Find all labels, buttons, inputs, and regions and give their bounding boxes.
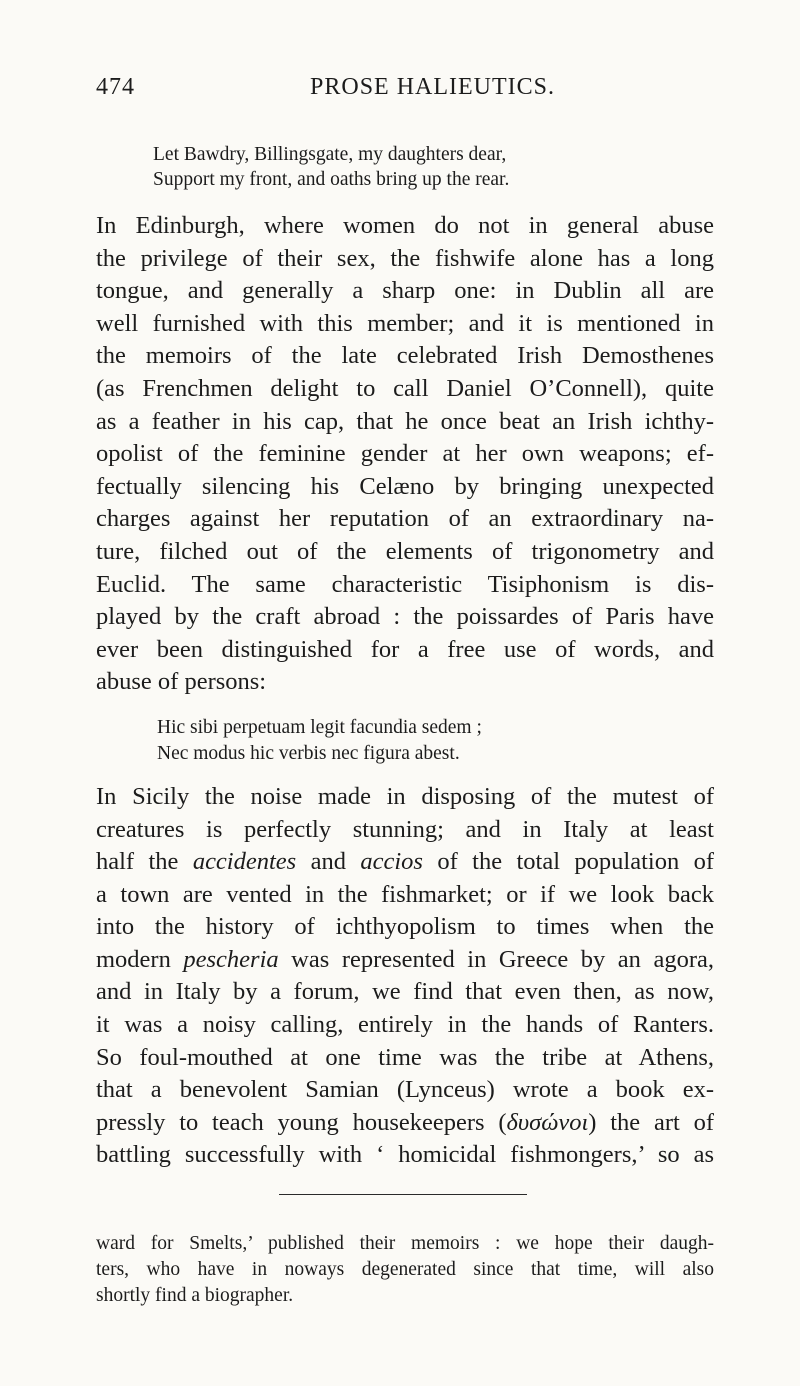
text-run: ) the art of [588,1108,714,1136]
text-line: In Sicily the noise made in disposing of the mutest of [96,782,714,810]
text-line: well furnished with this member; and it is mentioned in [96,309,714,337]
text-line: and in Italy by a forum, we find that even then, as now, [96,978,714,1006]
book-page [96,74,714,1309]
text-line [96,846,714,879]
text-line: ever been distinguished for a free use of words, and [96,635,714,663]
text-line: the memoirs of the late celebrated Irish Demosthenes [96,342,714,370]
text-line: played by the craft abroad : the poissardes of Paris have [96,603,714,631]
text-line: charges against her reputation of an extraordinary na- [96,505,714,533]
text-line: battling successfully with ‘ homicidal fishmongers,’ so as [96,1141,714,1169]
verse-line: Nec modus hic verbis nec figura abest. [157,742,460,764]
text-line [96,1107,714,1140]
text-run: modern [96,945,184,973]
footnote [96,1231,714,1309]
text-line: tongue, and generally a sharp one: in Dublin all are [96,277,714,305]
italic-term: accios [360,848,423,876]
text-line: (as Frenchmen delight to call Daniel O’Connell), quite [96,374,714,402]
verse-line: Support my front, and oaths bring up the rear. [153,169,510,190]
italic-term: accidentes [192,848,297,876]
text-run: pressly to teach young housekeepers ( [96,1108,507,1136]
paragraph [96,781,714,1172]
running-head [96,74,714,114]
text-line: fectually silencing his Celæno by bringing unexpected [96,472,714,500]
text-line: that a benevolent Samian (Lynceus) wrote a book ex- [96,1076,714,1104]
page-number: 474 [96,74,135,100]
verse-epigraph [153,142,714,192]
text-line: creatures is perfectly stunning; and in Italy at least [96,815,714,843]
text-line: into the history of ichthyopolism to times when the [96,913,714,941]
verse-line: Hic sibi perpetuam legit facundia sedem ; [157,716,482,738]
footnote-line: ward for Smelts,’ published their memoirs : we hope their daugh- [96,1233,714,1255]
verse-line: Let Bawdry, Billingsgate, my daughters dear, [153,144,507,165]
text-run: was represented in Greece by an agora, [278,945,714,973]
running-title: PROSE HALIEUTICS. [310,74,556,100]
greek-term: δυσώνοι [506,1108,589,1136]
text-run: of the total population of [422,848,714,876]
text-line: ture, filched out of the elements of trigonometry and [96,537,714,565]
text-line [96,944,714,977]
text-line: as a feather in his cap, that he once beat an Irish ichthy- [96,407,714,435]
text-line: Euclid. The same characteristic Tisiphonism is dis- [96,570,714,598]
text-line: So foul-mouthed at one time was the tribe at Athens, [96,1043,714,1071]
text-line: it was a noisy calling, entirely in the hands of Ranters. [96,1011,714,1039]
text-line: the privilege of their sex, the fishwife alone has a long [96,244,714,272]
paragraph [96,210,714,699]
text-line: In Edinburgh, where women do not in general abuse [96,212,714,239]
footnote-rule [279,1194,527,1195]
footnote-line: shortly find a biographer. [96,1285,294,1307]
text-run: and [296,848,361,876]
text-line: opolist of the feminine gender at her own weapons; ef- [96,440,714,468]
text-line: a town are vented in the fishmarket; or if we look back [96,880,714,908]
text-line: abuse of persons: [96,668,267,696]
italic-term: pescheria [183,945,279,973]
verse-quotation [157,715,714,767]
text-run: half the [96,848,193,876]
footnote-line: ters, who have in noways degenerated since that time, will also [96,1259,714,1281]
